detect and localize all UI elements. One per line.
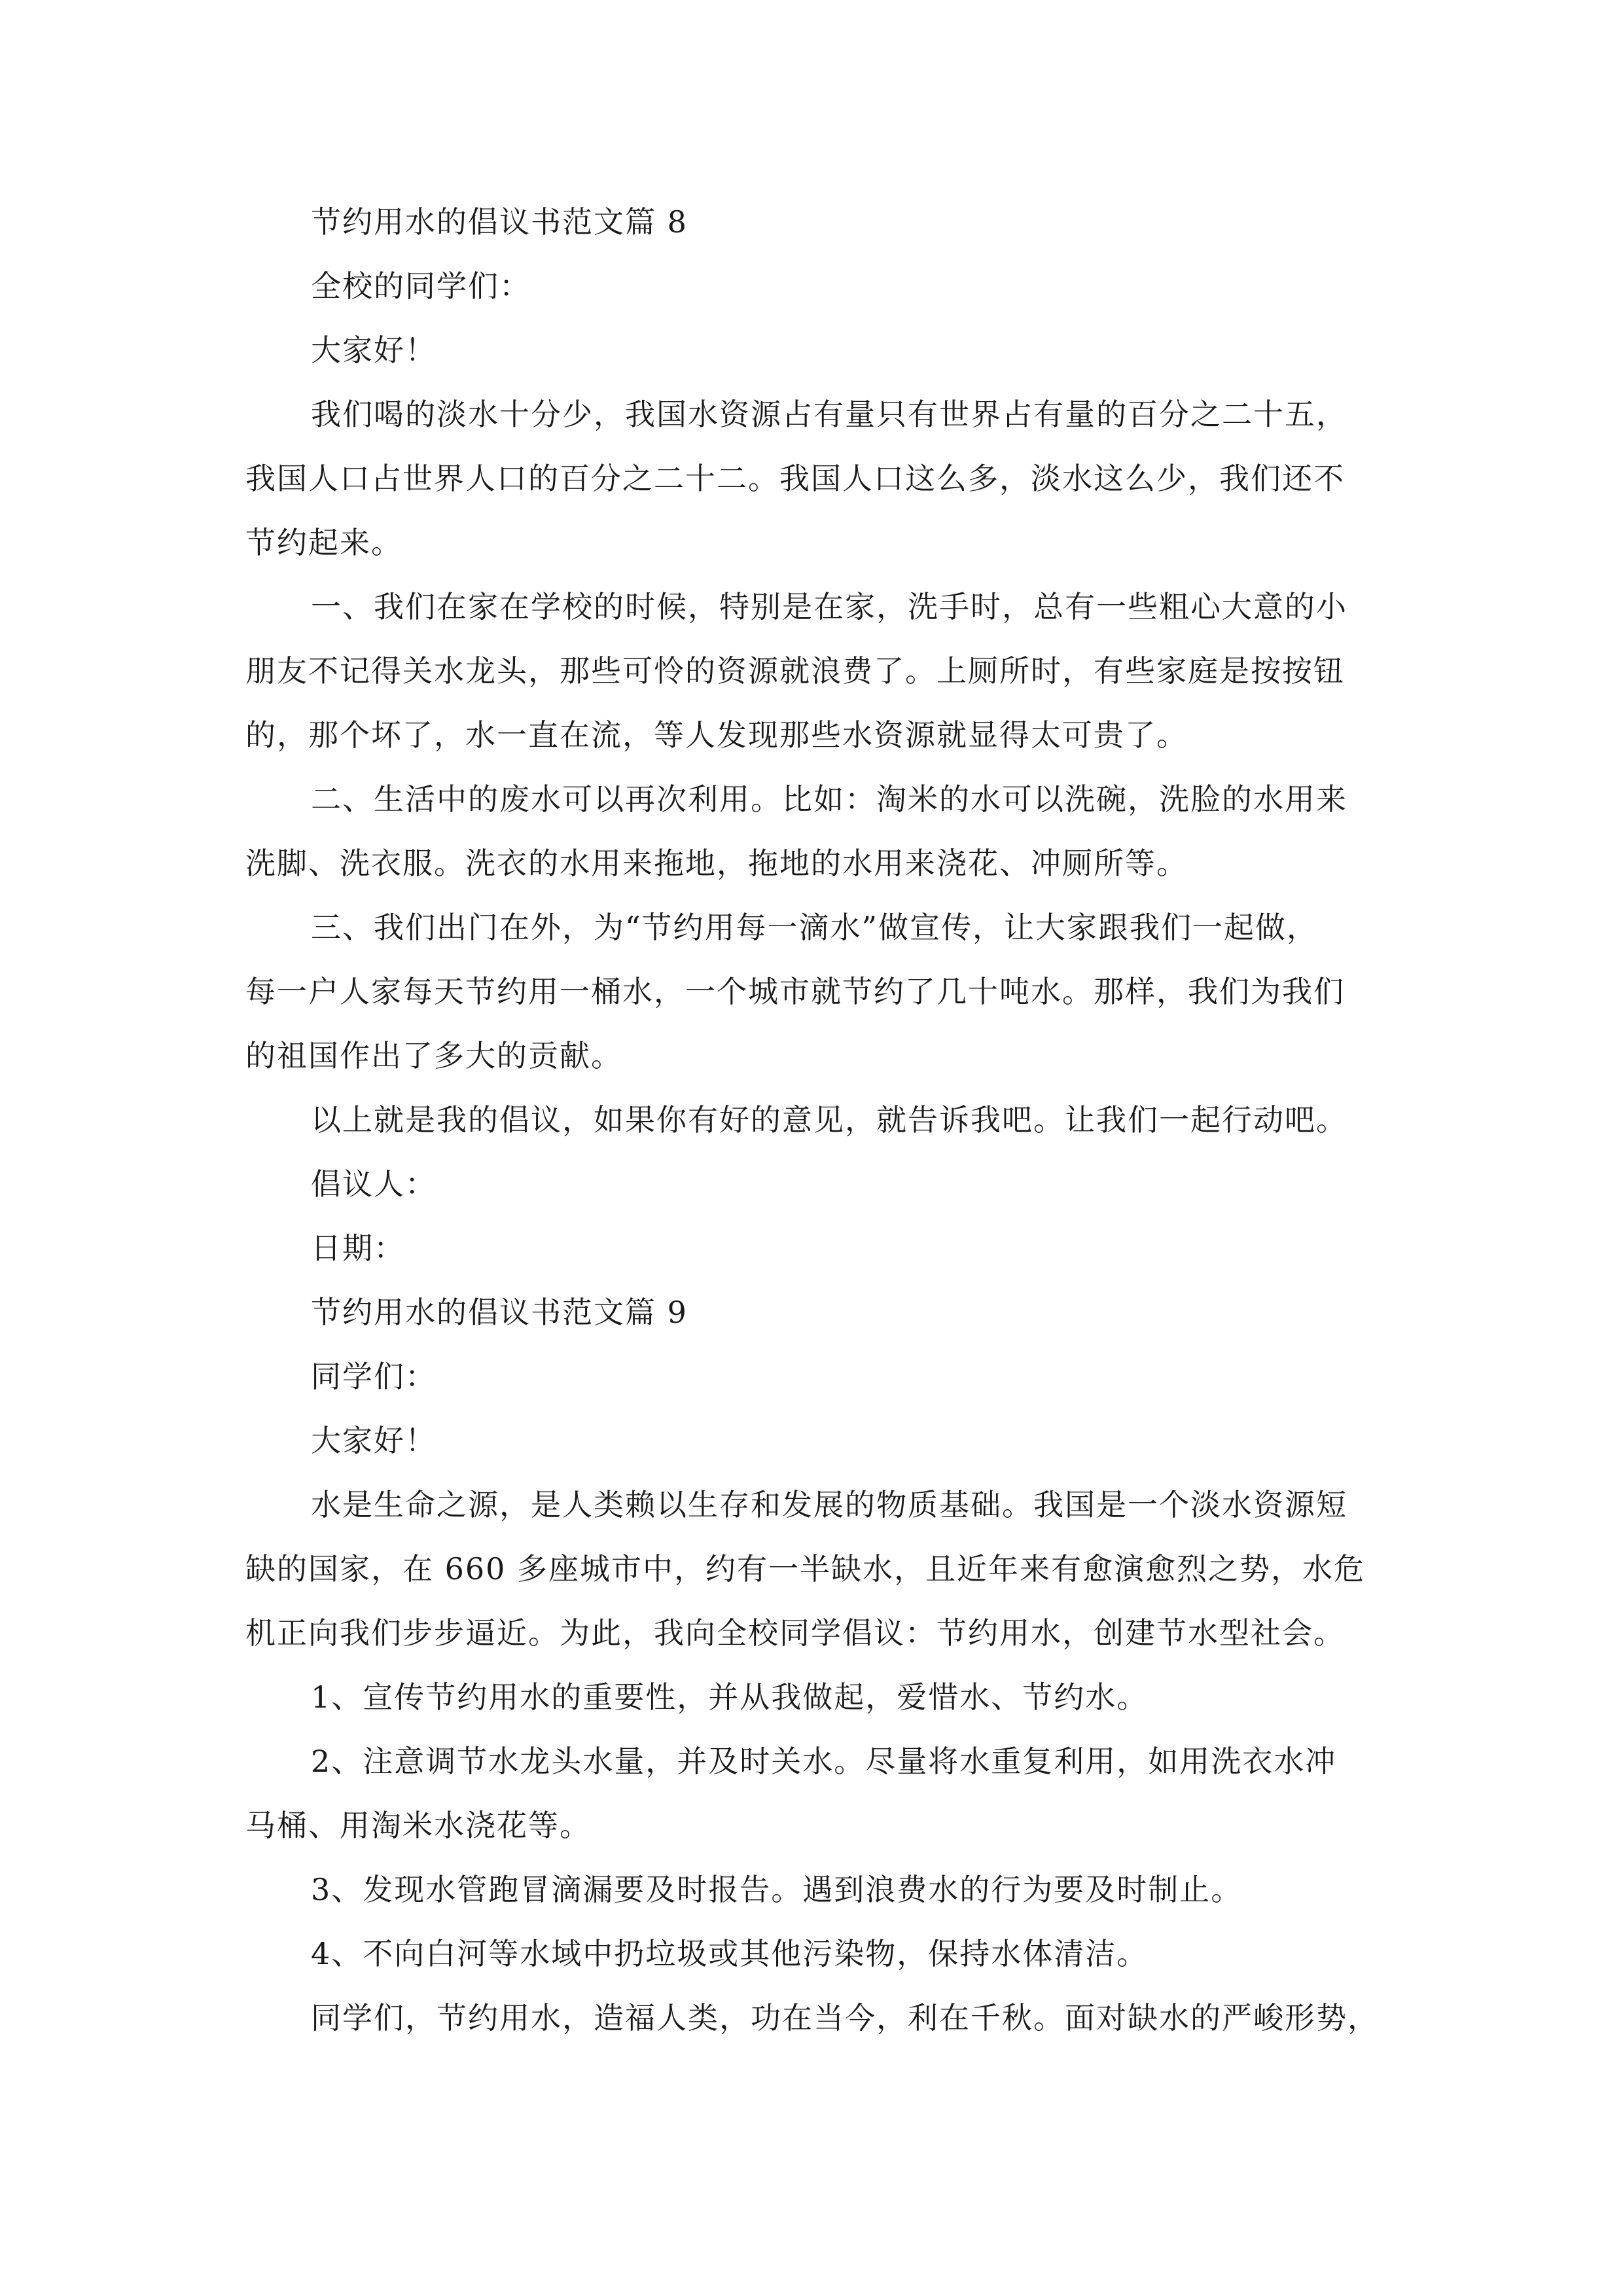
text-line: 的，那个坏了，水一直在流，等人发现那些水资源就显得太可贵了。 — [245, 717, 1188, 753]
list-item: 3、发现水管跑冒滴漏要及时报告。遇到浪费水的行为要及时制止。 — [311, 1872, 1243, 1907]
section-title-9: 节约用水的倡议书范文篇 9 — [311, 1295, 688, 1330]
list-item: 1、宣传节约用水的重要性，并从我做起，爱惜水、节约水。 — [311, 1679, 1149, 1715]
greeting: 大家好！ — [311, 1423, 437, 1458]
text-line: 同学们，节约用水，造福人类，功在当今，利在千秋。面对缺水的严峻形势， — [311, 2000, 1379, 2036]
initiator-label: 倡议人： — [311, 1166, 437, 1202]
text-line: 朋友不记得关水龙头，那些可怜的资源就浪费了。上厕所时，有些家庭是按按钮 — [245, 653, 1345, 689]
date-label: 日期： — [311, 1230, 405, 1266]
text-line: 三、我们出门在外，为“节约用每一滴水”做宣传，让大家跟我们一起做， — [311, 910, 1319, 945]
text-line: 以上就是我的倡议，如果你有好的意见，就告诉我吧。让我们一起行动吧。 — [311, 1102, 1347, 1138]
text-line: 马桶、用淘米水浇花等。 — [245, 1808, 591, 1843]
section-title-8: 节约用水的倡议书范文篇 8 — [311, 204, 688, 240]
document-page — [245, 190, 1397, 2050]
text-line: 的祖国作出了多大的贡献。 — [245, 1038, 622, 1073]
text-line: 二、生活中的废水可以再次利用。比如：淘米的水可以洗碗，洗脸的水用来 — [311, 781, 1347, 817]
text-line: 节约起来。 — [245, 525, 402, 560]
list-item: 4、不向白河等水域中扔垃圾或其他污染物，保持水体清洁。 — [311, 1936, 1149, 1971]
text-line: 每一户人家每天节约用一桶水，一个城市就节约了几十吨水。那样，我们为我们 — [245, 974, 1345, 1009]
text-line: 机正向我们步步逼近。为此，我向全校同学倡议：节约用水，创建节水型社会。 — [245, 1615, 1345, 1651]
salutation: 同学们： — [311, 1359, 437, 1394]
text-line: 缺的国家，在 660 多座城市中，约有一半缺水，且近年来有愈演愈烈之势，水危 — [245, 1551, 1366, 1587]
text-line: 洗脚、洗衣服。洗衣的水用来拖地，拖地的水用来浇花、冲厕所等。 — [245, 846, 1188, 881]
text-line: 我国人口占世界人口的百分之二十二。我国人口这么多，淡水这么少，我们还不 — [245, 461, 1345, 496]
salutation: 全校的同学们： — [311, 268, 531, 304]
greeting: 大家好！ — [311, 332, 437, 368]
text-line: 一、我们在家在学校的时候，特别是在家，洗手时，总有一些粗心大意的小 — [311, 589, 1347, 624]
list-item: 2、注意调节水龙头水量，并及时关水。尽量将水重复利用，如用洗衣水冲 — [311, 1744, 1337, 1779]
text-line: 水是生命之源，是人类赖以生存和发展的物质基础。我国是一个淡水资源短 — [311, 1487, 1347, 1522]
text-line: 我们喝的淡水十分少，我国水资源占有量只有世界占有量的百分之二十五， — [311, 397, 1347, 432]
